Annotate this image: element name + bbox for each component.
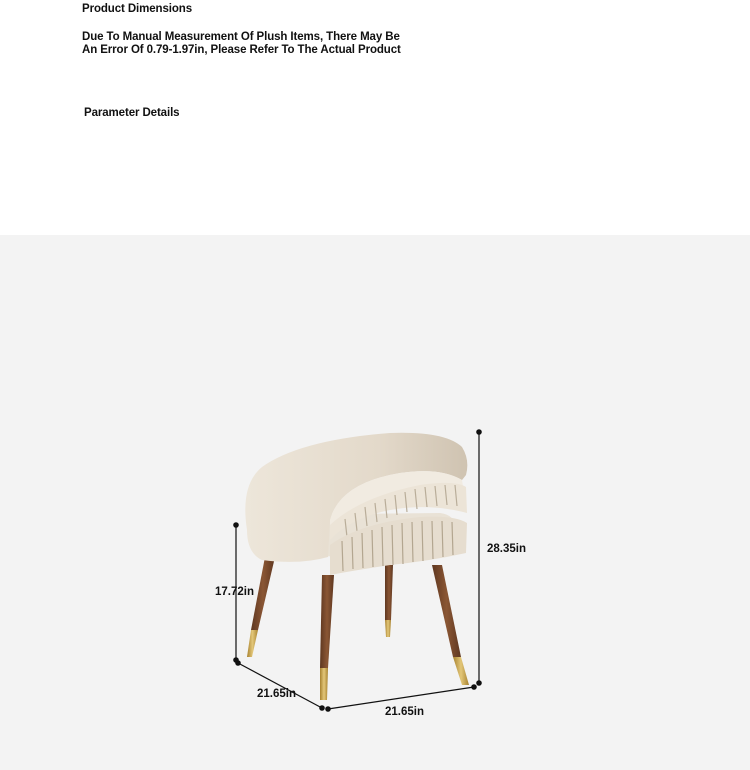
width-label: 21.65in	[385, 706, 424, 718]
note-line-2: An Error Of 0.79-1.97in, Please Refer To The Actual Product	[82, 43, 401, 56]
chair-illustration	[0, 235, 750, 770]
measurement-note	[82, 31, 401, 56]
section-heading: Parameter Details	[84, 107, 180, 119]
depth-label: 21.65in	[257, 688, 296, 700]
note-line-1: Due To Manual Measurement Of Plush Items, There May Be	[82, 31, 400, 43]
front-leg-left	[247, 557, 275, 657]
height-label: 28.35in	[487, 543, 526, 555]
back-leg-left	[385, 565, 393, 637]
page-title: Product Dimensions	[82, 3, 193, 15]
seat-height-label: 17.72in	[215, 586, 254, 598]
front-leg-right	[432, 565, 469, 685]
front-leg-middle	[320, 575, 334, 700]
product-photo	[0, 235, 750, 770]
